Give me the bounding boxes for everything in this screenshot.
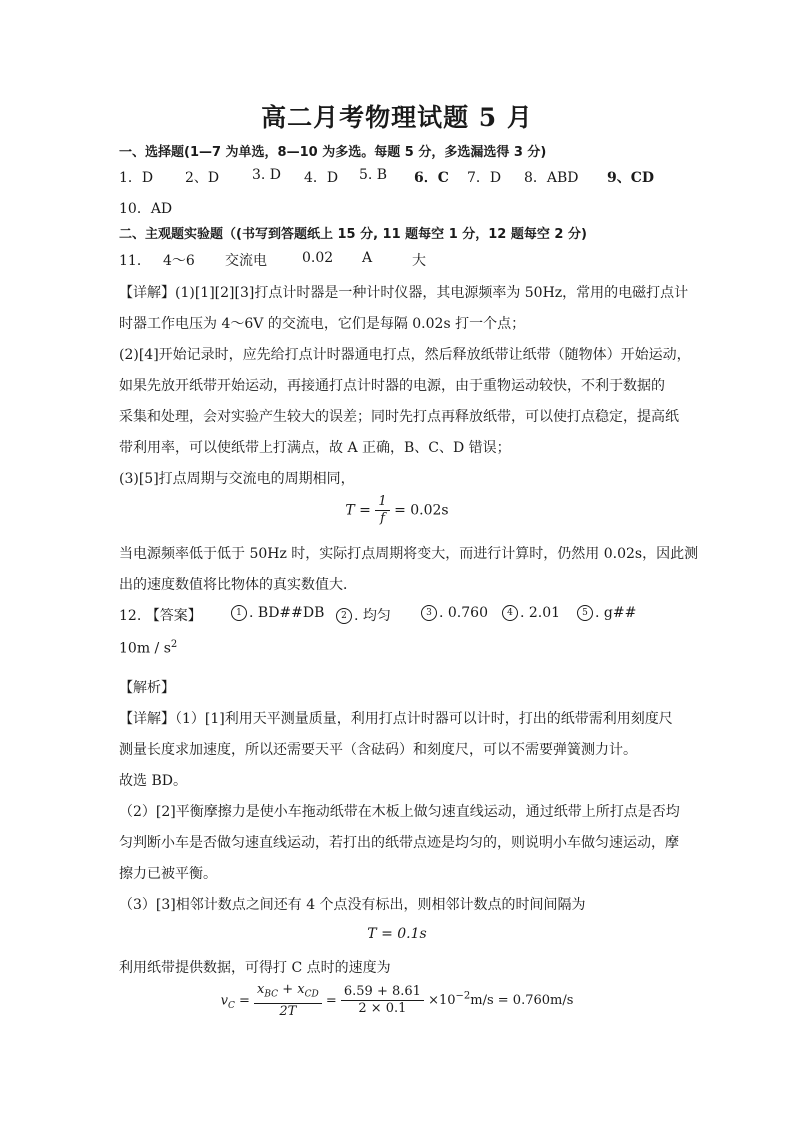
q11-number: 11．: [119, 253, 151, 269]
answer-item: 4．D: [304, 170, 339, 186]
q12-unit: $10m / s^2$: [119, 639, 178, 657]
page-title: 高二月考物理试题 5 月: [261, 103, 533, 132]
q11-detail-line: 当电源频率低于低于 50Hz 时，实际打点周期将变大，而进行计算时，仍然用 0.02s，因此测: [119, 546, 699, 562]
fraction: $\frac{x_{BC} + x_{CD}}{2T}$: [254, 982, 322, 1020]
q12-detail-line: 匀判断小车是否做匀速直线运动，若打出的纸带点迹是均匀的，则说明小车做匀速运动，摩: [119, 835, 679, 851]
answer-item: 8．ABD: [524, 170, 579, 186]
q12-answer-5: 5 . g##: [577, 605, 636, 621]
circled-number: 5: [577, 605, 593, 621]
q11-answer: A: [362, 250, 373, 266]
choice-answers-row-2: 10．AD: [119, 201, 173, 217]
answer-item: 3. D: [252, 167, 282, 183]
circled-number: 1: [231, 605, 247, 621]
q11-detail-line: 采集和处理，会对实验产生较大的误差；同时先打点再释放纸带，可以使打点稳定，提高纸: [119, 409, 679, 425]
q12-label: 12. 【答案】: [119, 608, 202, 624]
circled-number: 4: [502, 605, 518, 621]
q12-detail-line: 利用纸带提供数据，可得打 C 点时的速度为: [119, 960, 391, 976]
q11-answer: 0.02: [302, 250, 334, 266]
circled-number: 3: [421, 605, 437, 621]
q12-detail-line: 擦力已被平衡。: [119, 866, 217, 882]
section-subjective-heading: 二、主观题实验题（(书写到答题纸上 15 分, 11 题每空 1 分，12 题每空 2 分): [119, 227, 587, 242]
answer-item: 2、D: [185, 170, 220, 186]
q12-detail-line: 【详解】（1）[1]利用天平测量质量，利用打点计时器可以计时，打出的纸带需利用刻度尺: [119, 711, 673, 727]
q11-detail-line: (2)[4]开始记录时，应先给打点计时器通电打点，然后释放纸带让纸带（随物体）开始运动，: [119, 347, 691, 363]
formula-interval: T = 0.1s: [367, 926, 427, 942]
q12-detail-line: （3）[3]相邻计数点之间还有 4 个点没有标出，则相邻计数点的时间间隔为: [119, 897, 586, 913]
answer-item: 7．D: [467, 170, 502, 186]
section-choice-heading: 一、选择题(1—7 为单选，8—10 为多选。每题 5 分，多选漏选得 3 分): [119, 145, 547, 160]
q12-answer-3: 3 . 0.760: [421, 605, 488, 621]
formula-velocity: $v_C$ = $\frac{x_{BC} + x_{CD}}{2T}$ = $\frac{6.59 + 8.61}{2 \times 0.1}$ $\times 10^{-2}m/s = 0.760m/s$: [220, 982, 574, 1019]
q12-detail-line: （2）[2]平衡摩擦力是使小车拖动纸带在木板上做匀速直线运动，通过纸带上所打点是否均: [119, 804, 680, 820]
q11-detail-line: 带利用率，可以使纸带上打满点，故 A 正确，B、C、D 错误；: [119, 440, 511, 456]
fraction: $\frac{6.59 + 8.61}{2 \times 0.1}$: [341, 984, 424, 1017]
q11-answer: 交流电: [225, 253, 267, 269]
q12-detail-line: 故选 BD。: [119, 773, 187, 789]
q12-detail-line: 测量长度求加速度，所以还需要天平（含砝码）和刻度尺，可以不需要弹簧测力计。: [119, 742, 637, 758]
answer-item: 6．C: [414, 170, 449, 186]
q11-answer: 大: [412, 253, 426, 269]
q12-analysis-label: 【解析】: [119, 680, 175, 696]
q12-answer-2: 2 . 均匀: [336, 605, 391, 625]
answer-item: 9、CD: [607, 170, 655, 186]
q12-answer-4: 4 . 2.01: [502, 605, 560, 621]
fraction: $\frac{1}{f}$: [375, 494, 389, 527]
q11-detail-line: 时器工作电压为 4～6V 的交流电，它们是每隔 0.02s 打一个点；: [119, 316, 526, 332]
formula-period: T = $\frac{1}{f}$ = 0.02s: [345, 494, 449, 526]
circled-number: 2: [336, 608, 352, 624]
q12-answer-1: 1 . BD##DB: [231, 605, 324, 621]
q11-detail-line: 出的速度数值将比物体的真实数值大．: [119, 577, 357, 593]
answer-item: 5. B: [359, 167, 388, 183]
q11-answer: 4～6: [163, 253, 195, 269]
q11-detail-line: 如果先放开纸带开始运动，再接通打点计时器的电源，由于重物运动较快，不利于数据的: [119, 378, 665, 394]
answer-item: 1．D: [119, 170, 154, 186]
q11-detail-line: 【详解】(1)[1][2][3]打点计时器是一种计时仪器，其电源频率为 50Hz，常用的电磁打点计: [119, 285, 689, 301]
q11-detail-line: (3)[5]打点周期与交流电的周期相同，: [119, 471, 355, 487]
